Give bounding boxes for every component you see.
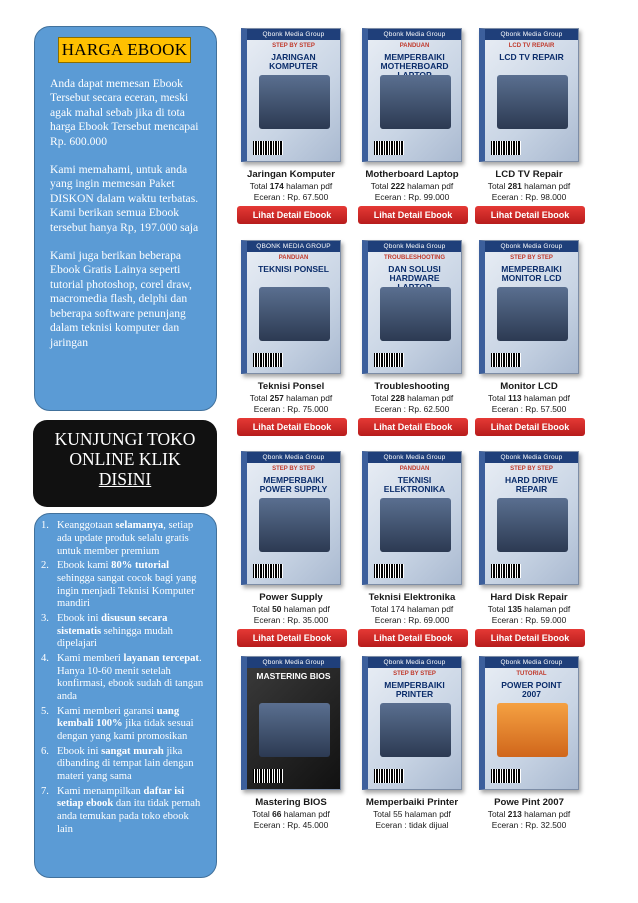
barcode-icon: [491, 141, 521, 155]
harga-paragraph-2: Kami memahami, untuk anda yang ingin memesan Paket DISKON dalam waktu terbatas. Kami berikan semua Ebook tersebut hanya Rp, 197.000 saja: [50, 163, 199, 234]
product-pages: Total 55 halaman pdf: [373, 809, 451, 819]
cover-art-image: [380, 703, 451, 757]
benefit-text: Kami menampilkan daftar isi setiap ebook dan itu tidak pernah anda temukan pada toko ebook lain: [57, 785, 201, 835]
benefit-item: [41, 613, 210, 651]
ebook-cover[interactable]: [479, 656, 579, 790]
product-card-monitor-lcd: [471, 240, 587, 440]
cover-series: STEP BY STEP: [510, 255, 553, 261]
cover-art-image: [259, 498, 330, 552]
barcode-icon: [253, 353, 283, 367]
harga-paragraph-1: Anda dapat memesan Ebook Tersebut secara eceran, meski agak mahal sebab jika di tota harga Ebook Tersebut mencapai Rp. 600.000: [50, 77, 199, 148]
product-pages: Total 222 halaman pdf: [370, 181, 454, 191]
view-detail-button[interactable]: Lihat Detail Ebook: [358, 206, 468, 224]
benefit-text: Ebook kami 80% tutorial sehingga sangat cocok bagi yang ingin menjadi Teknisi Komputer mandiri: [57, 559, 197, 610]
cover-art-image: [380, 498, 451, 552]
cover-series: STEP BY STEP: [272, 43, 315, 49]
cover-art-image: [497, 703, 568, 757]
benefit-text: Ebook ini disusun secara sistematis sehingga mudah dipelajari: [57, 612, 173, 650]
cover-publisher: Qbonk Media Group: [485, 241, 578, 252]
benefits-list: [41, 520, 210, 837]
product-price: Eceran : Rp. 75.000: [253, 404, 329, 414]
view-detail-button[interactable]: Lihat Detail Ebook: [358, 629, 468, 647]
benefit-item: [41, 560, 210, 611]
product-info: [471, 797, 587, 831]
ebook-cover[interactable]: [362, 451, 462, 585]
cover-art-image: [259, 287, 330, 341]
product-card-mastering-bios: [233, 656, 349, 856]
product-card-lcd-tv-repair: [471, 28, 587, 228]
benefits-panel: [34, 513, 217, 878]
cover-title: POWER POINT 2007: [501, 680, 562, 699]
visit-store-line-2: ONLINE KLIK: [69, 449, 181, 469]
view-detail-button[interactable]: Lihat Detail Ebook: [475, 629, 585, 647]
benefit-item: [41, 653, 210, 704]
cover-art-image: [497, 498, 568, 552]
cover-publisher: Qbonk Media Group: [247, 657, 340, 668]
cover-series: STEP BY STEP: [393, 671, 436, 677]
benefit-number: 2.: [41, 559, 49, 571]
product-price: Eceran : Rp. 45.000: [253, 820, 329, 830]
barcode-icon: [491, 769, 521, 783]
product-name: Teknisi Ponsel: [257, 381, 325, 392]
product-price: Eceran : Rp. 57.500: [491, 404, 567, 414]
cover-publisher: Qbonk Media Group: [247, 452, 340, 463]
cover-series: STEP BY STEP: [510, 466, 553, 472]
visit-store-line-1: KUNJUNGI TOKO: [54, 429, 196, 449]
product-price: Eceran : Rp. 59.000: [491, 615, 567, 625]
cover-series: LCD TV REPAIR: [508, 43, 555, 49]
benefit-number: 7.: [41, 785, 49, 797]
product-price: Eceran : Rp. 98.000: [491, 192, 567, 202]
cover-publisher: Qbonk Media Group: [368, 241, 461, 252]
product-card-teknisi-ponsel: [233, 240, 349, 440]
cover-art-image: [380, 75, 451, 129]
product-name: Mastering BIOS: [255, 797, 327, 808]
benefit-number: 3.: [41, 612, 49, 624]
benefit-item: [41, 706, 210, 744]
product-card-motherboard-laptop: [354, 28, 470, 228]
product-pages: Total 257 halaman pdf: [249, 393, 333, 403]
product-info: [354, 169, 470, 203]
product-pages: Total 228 halaman pdf: [370, 393, 454, 403]
product-card-hard-disk-repair: [471, 451, 587, 651]
cover-series: TUTORIAL: [516, 671, 547, 677]
view-detail-button[interactable]: Lihat Detail Ebook: [358, 418, 468, 436]
ebook-cover[interactable]: [362, 28, 462, 162]
product-info: [233, 592, 349, 626]
cover-publisher: QBONK MEDIA GROUP: [247, 241, 340, 252]
product-card-troubleshooting: [354, 240, 470, 440]
visit-store-link[interactable]: [33, 420, 217, 507]
product-pages: Total 174 halaman pdf: [249, 181, 333, 191]
product-card-power-point-2007: [471, 656, 587, 856]
cover-publisher: Qbonk Media Group: [247, 29, 340, 40]
cover-title: LCD TV REPAIR: [499, 52, 564, 62]
product-price: Eceran : tidak dijual: [375, 820, 449, 830]
cover-title: DAN SOLUSI HARDWARE: [388, 264, 441, 283]
product-info: [354, 381, 470, 415]
product-name: Monitor LCD: [500, 381, 558, 392]
cover-publisher: Qbonk Media Group: [368, 452, 461, 463]
visit-store-here[interactable]: DISINI: [98, 469, 152, 489]
ebook-cover[interactable]: [362, 240, 462, 374]
product-name: Troubleshooting: [374, 381, 450, 392]
product-info: [233, 381, 349, 415]
cover-series: PANDUAN: [399, 466, 430, 472]
product-card-teknisi-elektronika: [354, 451, 470, 651]
cover-series: PANDUAN: [278, 255, 309, 261]
product-price: Eceran : Rp. 99.000: [374, 192, 450, 202]
product-name: Memperbaiki Printer: [365, 797, 459, 808]
benefit-number: 1.: [41, 520, 49, 531]
visit-store-line-3: [33, 469, 217, 489]
ebook-cover[interactable]: [362, 656, 462, 790]
barcode-icon: [253, 141, 283, 155]
cover-publisher: Qbonk Media Group: [485, 657, 578, 668]
ebook-cover[interactable]: [241, 28, 341, 162]
product-price: Eceran : Rp. 67.500: [253, 192, 329, 202]
product-price: Eceran : Rp. 32.500: [491, 820, 567, 830]
product-info: [471, 381, 587, 415]
product-pages: Total 281 halaman pdf: [487, 181, 571, 191]
product-name: Teknisi Elektronika: [368, 592, 456, 603]
product-pages: Total 174 halaman pdf: [370, 604, 454, 614]
product-info: [233, 169, 349, 203]
view-detail-button[interactable]: Lihat Detail Ebook: [237, 206, 347, 224]
product-name: Motherboard Laptop: [365, 169, 459, 180]
product-card-jaringan-komputer: [233, 28, 349, 228]
cover-series: TROUBLESHOOTING: [384, 255, 445, 261]
cover-title: TEKNISI PONSEL: [258, 264, 329, 274]
product-price: Eceran : Rp. 35.000: [253, 615, 329, 625]
barcode-icon: [253, 564, 283, 578]
cover-series: PANDUAN: [399, 43, 430, 49]
product-card-memperbaiki-printer: [354, 656, 470, 856]
harga-paragraph-3: Kami juga berikan beberapa Ebook Gratis Lainya seperti tutorial photoshop, corel draw, macromedia flash, delphi dan beberapa software penunjang dalam teknisi komputer dan jaringan: [50, 249, 192, 349]
ebook-cover[interactable]: [479, 240, 579, 374]
cover-publisher: Qbonk Media Group: [485, 29, 578, 40]
product-price: Eceran : Rp. 69.000: [374, 615, 450, 625]
cover-title: MEMPERBAIKI MOTHERBOARD: [380, 52, 449, 71]
cover-title: TEKNISI ELEKTRONIKA: [383, 475, 446, 494]
benefit-item: [41, 520, 210, 558]
product-pages: Total 135 halaman pdf: [487, 604, 571, 614]
cover-publisher: Qbonk Media Group: [368, 657, 461, 668]
harga-ebook-title: HARGA EBOOK: [58, 37, 191, 63]
harga-ebook-panel: [34, 26, 217, 411]
product-name: Power Supply: [259, 592, 323, 603]
product-info: [471, 592, 587, 626]
product-pages: Total 113 halaman pdf: [488, 393, 570, 403]
product-info: [354, 797, 470, 831]
barcode-icon: [374, 564, 404, 578]
view-detail-button[interactable]: Lihat Detail Ebook: [237, 418, 347, 436]
benefit-item: [41, 746, 210, 784]
barcode-icon: [374, 769, 404, 783]
product-name: Hard Disk Repair: [490, 592, 568, 603]
benefit-number: 5.: [41, 705, 49, 717]
product-card-power-supply: [233, 451, 349, 651]
cover-title: MASTERING BIOS: [256, 671, 331, 681]
product-info: [471, 169, 587, 203]
cover-publisher: Qbonk Media Group: [368, 29, 461, 40]
ebook-cover[interactable]: [241, 240, 341, 374]
cover-art-image: [259, 75, 330, 129]
view-detail-button[interactable]: Lihat Detail Ebook: [475, 418, 585, 436]
benefit-item: [41, 786, 210, 837]
cover-series: STEP BY STEP: [272, 466, 315, 472]
cover-art-image: [259, 703, 330, 757]
cover-art-image: [497, 75, 568, 129]
cover-title: MEMPERBAIKI MONITOR LCD: [501, 264, 562, 283]
cover-title: MEMPERBAIKI PRINTER: [384, 680, 445, 699]
view-detail-button[interactable]: Lihat Detail Ebook: [237, 629, 347, 647]
benefit-text: Ebook ini sangat murah jika dibanding di tempat lain dengan materi yang sama: [57, 745, 194, 783]
product-name: Jaringan Komputer: [247, 169, 335, 180]
benefit-text: Kami memberi garansi uang kembali 100% jika tidak sesuai dengan yang kami promosikan: [57, 705, 194, 743]
cover-art-image: [497, 287, 568, 341]
product-pages: Total 50 halaman pdf: [252, 604, 330, 614]
cover-title: MEMPERBAIKI POWER SUPPLY: [259, 475, 328, 494]
cover-title: JARINGAN KOMPUTER: [269, 52, 318, 71]
barcode-icon: [374, 353, 404, 367]
barcode-icon: [491, 564, 521, 578]
cover-publisher: Qbonk Media Group: [485, 452, 578, 463]
benefit-number: 6.: [41, 745, 49, 757]
product-name: LCD TV Repair: [495, 169, 563, 180]
cover-title: HARD DRIVE REPAIR: [505, 475, 558, 494]
product-pages: Total 66 halaman pdf: [252, 809, 330, 819]
product-info: [233, 797, 349, 831]
product-price: Eceran : Rp. 62.500: [374, 404, 450, 414]
product-info: [354, 592, 470, 626]
view-detail-button[interactable]: Lihat Detail Ebook: [475, 206, 585, 224]
ebook-cover[interactable]: [241, 656, 341, 790]
barcode-icon: [374, 141, 404, 155]
barcode-icon: [491, 353, 521, 367]
benefit-number: 4.: [41, 652, 49, 664]
barcode-icon: [253, 769, 283, 783]
benefit-text: Keanggotaan selamanya, setiap ada update produk selalu gratis untuk member premium: [57, 520, 194, 557]
ebook-cover[interactable]: [479, 451, 579, 585]
product-pages: Total 213 halaman pdf: [487, 809, 571, 819]
product-name: Powe Pint 2007: [494, 797, 564, 808]
cover-art-image: [380, 287, 451, 341]
ebook-cover[interactable]: [241, 451, 341, 585]
benefit-text: Kami memberi layanan tercepat. Hanya 10-60 menit setelah konfirmasi, ebook sudah di tangan anda: [57, 652, 204, 703]
ebook-cover[interactable]: [479, 28, 579, 162]
